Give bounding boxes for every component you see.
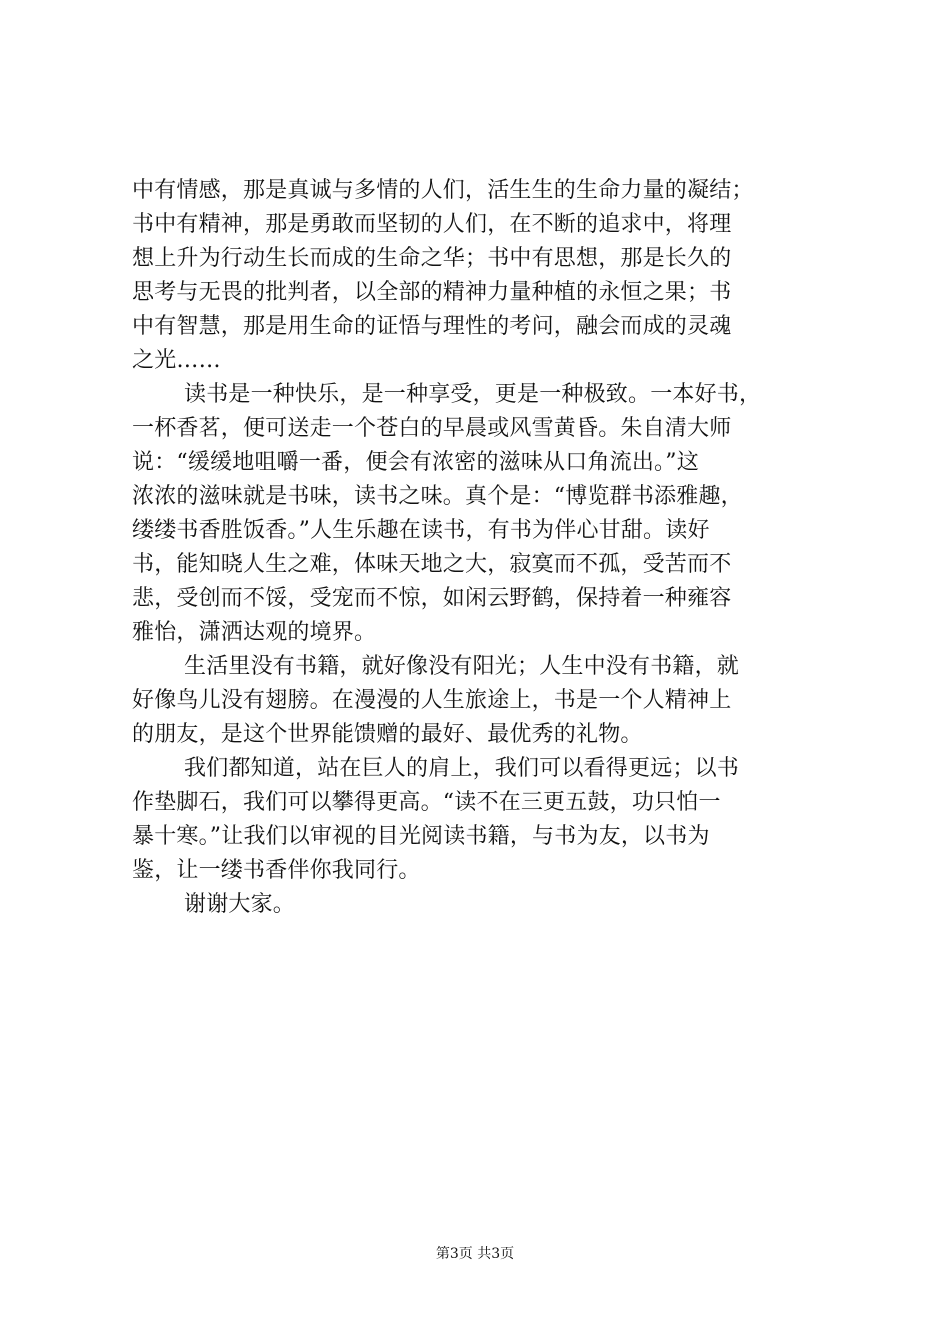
text-line: 的朋友，是这个世界能馈赠的最好、最优秀的礼物。 [132, 722, 643, 747]
text-line: 思考与无畏的批判者，以全部的精神力量种植的永恒之果；书 [132, 280, 732, 305]
text-line: 作垫脚石，我们可以攀得更高。“读不在三更五鼓，功只怕一 [132, 790, 721, 815]
text-line: 缕缕书香胜饭香。”人生乐趣在读书，有书为伴心甘甜。读好 [132, 518, 710, 543]
page-number-footer: 第3页 共3页 [435, 1246, 515, 1262]
text-line: 之光…… [132, 348, 221, 373]
paragraph-first-line: 读书是一种快乐，是一种享受，更是一种极致。一本好书， [184, 382, 762, 407]
text-line: 好像鸟儿没有翅膀。在漫漫的人生旅途上，书是一个人精神上 [132, 688, 732, 713]
paragraph-first-line: 我们都知道，站在巨人的肩上，我们可以看得更远；以书 [184, 756, 740, 781]
text-line: 雅怡，潇洒达观的境界。 [132, 620, 377, 645]
text-line: 中有智慧，那是用生命的证悟与理性的考问，融会而成的灵魂 [132, 314, 732, 339]
text-line: 浓浓的滋味就是书味，读书之味。真个是：“博览群书添雅趣， [132, 484, 743, 509]
text-line: 暴十寒。”让我们以审视的目光阅读书籍，与书为友，以书为 [132, 824, 710, 849]
text-line: 想上升为行动生长而成的生命之华；书中有思想，那是长久的 [132, 246, 732, 271]
text-line: 书，能知晓人生之难，体味天地之大，寂寞而不孤，受苦而不 [132, 552, 732, 577]
text-line: 悲，受创而不馁，受宠而不惊，如闲云野鹤，保持着一种雍容 [132, 586, 732, 611]
text-line: 一杯香茗，便可送走一个苍白的早晨或风雪黄昏。朱自清大师 [132, 416, 732, 441]
paragraph-first-line: 生活里没有书籍，就好像没有阳光；人生中没有书籍，就 [184, 654, 740, 679]
text-line: 鉴，让一缕书香伴你我同行。 [132, 858, 421, 883]
text-line: 书中有精神，那是勇敢而坚韧的人们，在不断的追求中，将理 [132, 212, 732, 237]
text-line: 说：“缓缓地咀嚼一番，便会有浓密的滋味从口角流出。”这 [132, 450, 699, 475]
text-line: 中有情感，那是真诚与多情的人们，活生生的生命力量的凝结； [132, 178, 754, 203]
closing-line: 谢谢大家。 [184, 892, 296, 917]
document-body [132, 174, 822, 922]
